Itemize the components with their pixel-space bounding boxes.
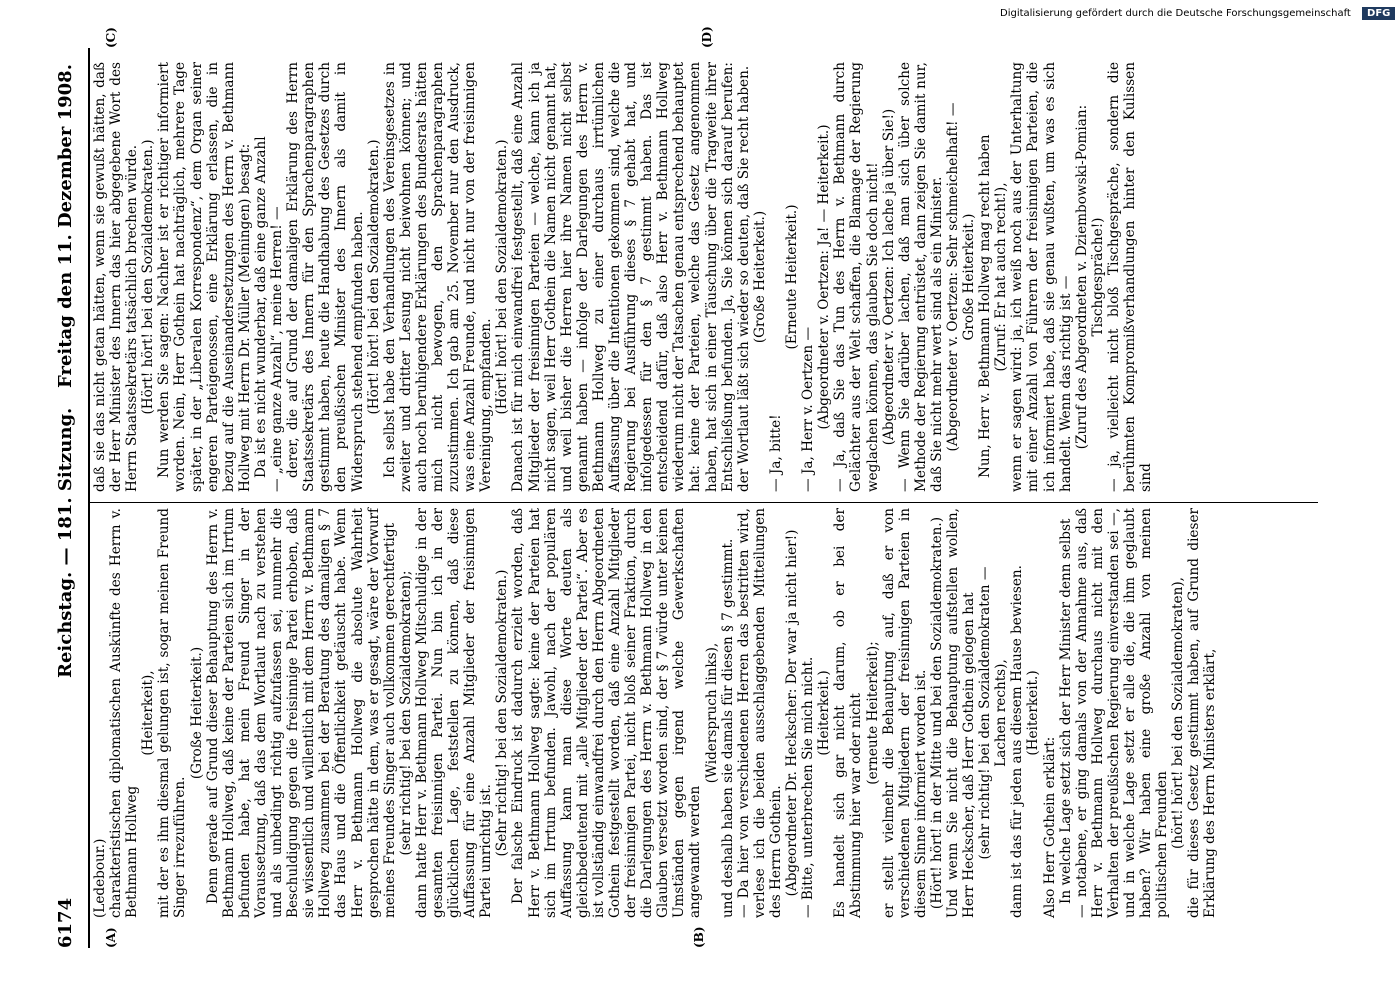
- paragraph: Also Herr Gothein erklärt:: [1041, 736, 1058, 918]
- paragraph: — Ja, daß Sie das Tun des Herrn v. Bethmann durch Gelächter aus der Welt schaffen, die Blamage der Regierung weglachen können, das glauben Sie doch nicht!: [832, 62, 881, 492]
- column-divider: [88, 502, 1318, 503]
- paragraph: daß sie das nicht getan hätten, wenn sie gewußt hätten, daß der Herr Minister des Innern das hier abgegebene Wort des Herrn Staatssekretärs tatsächlich brechen würde.: [92, 62, 141, 492]
- digitization-note: Digitalisierung gefördert durch die Deutsche Forschungsgemeinschaft: [1000, 8, 1351, 19]
- dfg-logo: DFG: [1362, 7, 1395, 20]
- digitization-footer: [1000, 8, 1395, 19]
- paragraph: (Zuruf des Abgeordneten v. Dziembowski-Pomian: Tischgespräche!): [1073, 104, 1106, 450]
- paragraph: Und wenn Sie nicht die Behauptung aufstellen wollen, Herr Heckscher, daß Herr Gothein gelogen hat: [944, 508, 978, 918]
- paragraph: (Hört! hört! bei den Sozialdemokraten.): [365, 139, 382, 415]
- paragraph: (Abgeordneter v. Oertzen: Ich lache ja über Sie!): [880, 108, 897, 446]
- paragraph: (Erneute Heiterkeit.): [784, 204, 801, 350]
- paragraph: (Hört! hört! bei den Sozialdemokraten.): [494, 139, 511, 415]
- margin-marker-d: (D): [700, 26, 714, 48]
- paragraph: (Widerspruch links),: [703, 642, 720, 784]
- paragraph: Lachen rechts),: [993, 659, 1010, 767]
- paragraph: dann ist das für jeden aus diesem Hause bewiesen.: [1009, 565, 1026, 918]
- page-header: [50, 48, 82, 948]
- paragraph: (Heiterkeit.): [1025, 670, 1042, 756]
- paragraph: Große Heiterkeit.): [961, 213, 978, 341]
- paragraph: (sehr richtig! bei den Sozialdemokraten);: [397, 570, 414, 856]
- paragraph: Es handelt sich gar nicht darum, ob er bei der Abstimmung hier war oder nicht: [832, 508, 865, 918]
- paragraph: wenn er sagen wird: ja, ich weiß noch aus der Unterhaltung mit einer Anzahl von Führern der freisinnigen Parteien, die ich informiert habe, daß sie genau wußten, um was es sich handelt. Wenn das richtig ist —: [1009, 62, 1074, 492]
- paragraph: (Heiterkeit),: [140, 670, 157, 756]
- paragraph: In welche Lage setzt sich der Herr Minister denn selbst: [1057, 518, 1074, 904]
- paragraph: — Wenn Sie darüber lachen, daß man sich über solche Methode der Regierung entrüstet, dann zeigen Sie damit nur, daß Sie nicht mehr wert sind als ein Minister.: [896, 62, 945, 492]
- right-column: [92, 62, 1317, 492]
- paragraph: (Zuruf: Er hat auch recht!),: [993, 182, 1010, 372]
- paragraph: — Ja, Herr v. Oertzen —: [800, 326, 817, 492]
- header-title: Reichstag. — 181. Sitzung.: [55, 407, 76, 678]
- paragraph: derer, die auf Grund der damaligen Erklärung des Herrn Staatssekretärs des Innern für den Sprachenparagraphen gestimmt haben, heute die Handhabung des Gesetzes durch den preußischen Minister des Innern als damit in Widerspruch stehend empfunden haben.: [285, 62, 366, 492]
- paragraph: (Abgeordneter v. Oertzen: Sehr schmeichelhaft! —: [944, 102, 961, 452]
- paragraph: — Da hier von verschiedenen Herren das bestritten wird, verlese ich die beiden ausschlaggebenden Mitteilungen des Herrn Gothein.: [735, 508, 784, 918]
- paragraph: (Abgeordneter v. Oertzen: Ja! — Heiterkeit.): [816, 124, 833, 430]
- paragraph: (Hört! hört! bei den Sozialdemokraten.): [140, 139, 157, 415]
- margin-marker-a: (A): [104, 927, 118, 948]
- paragraph: Ich selbst habe den Verhandlungen des Vereinsgesetzes in zweiter und dritter Lesung nicht beiwohnen können; und auch noch beruhigendere Erklärungen des Bundesrats hätten mich nicht bewogen, den Sprachenparagraphen zuzustimmen. Ich gab am 25. November nur den Ausdruck, was eine Anzahl Freunde, und nicht nur von der freisinnigen Vereinigung, empfanden.: [381, 62, 495, 492]
- paragraph: Da ist es nicht wunderbar, daß eine ganze Anzahl: [252, 136, 269, 478]
- paragraph: Danach ist für mich einwandfrei festgestellt, daß eine Anzahl Mitglieder der freisinnigen Parteien — welche, kann ich ja nicht sagen, weil Herr Gothein die Namen nicht genannt hat, und weil bisher die Herren hier ihre Namen nicht selbst genannt haben — infolge der Darlegungen des Herrn v. Bethmann Hollweg zu einer durchaus irrtümlichen Auffassung über die Intentionen gekommen sind, welche die Regierung bei Ausführung dieses § 7 gehabt hat, und infolgedessen für den § 7 gestimmt haben. Das ist entscheidend dafür, daß also Herr v. Bethmann Hollweg wiederum nicht der Tatsachen genau entsprechend behauptet hat: keine der Parteien, welche das Gesetz angenommen haben, hat sich in einer Täuschung über die Tragweite ihrer Entschließung befunden. Ja, Sie können sich darauf berufen: der Wortlaut läßt sich wieder so deuten, daß Sie recht haben.: [510, 62, 752, 492]
- left-column: [92, 508, 1317, 918]
- paragraph: (Ledebour.): [92, 838, 108, 918]
- paragraph: — „eine ganze Anzahl“, meine Herren! —: [269, 206, 286, 492]
- paragraph: (Große Heiterkeit.): [751, 210, 768, 344]
- paragraph: — Bitte, unterbrechen Sie mich nicht.: [800, 656, 817, 918]
- margin-marker-b: (B): [692, 926, 706, 948]
- paragraph: (erneute Heiterkeit);: [864, 641, 881, 785]
- paragraph: dann hatte Herr v. Bethmann Hollweg Mitschuldige in der gesamten freisinnigen Partei. Nun bin ich in der glücklichen Lage, feststellen zu können, daß diese Auffassung für eine Anzahl Mitglieder der freisinnigen Partei unrichtig ist.: [413, 508, 495, 918]
- margin-marker-c: (C): [104, 27, 118, 48]
- paragraph: Nun werden Sie sagen: Nachher ist er richtiger informiert worden. Nein, Herr Gothein hat nachträglich, mehrere Tage später, in der „Liberalen Korrespondenz“, dem Organ seiner engeren Parteigenossen, eine Erklärung erlassen, die in bezug auf die Auseinandersetzungen des Herrn v. Bethmann Hollweg mit Herrn Dr. Müller (Meiningen) besagt:: [156, 62, 253, 492]
- paragraph: (hört! hört! bei den Sozialdemokraten),: [1170, 577, 1187, 849]
- paragraph: Der falsche Eindruck ist dadurch erzielt worden, daß Herr v. Bethmann Hollweg sagte: keine der Parteien hat sich im Irrtum befunden. Jawohl, nach der populären Auffassung kann man diese Worte deuten als gleichbedeutend mit „alle Mitglieder der Partei“. Aber es ist vollständig einwandfrei durch den Herrn Abgeordneten Gothein festgestellt worden, daß eine Anzahl Mitglieder der freisinnigen Partei, nicht bloß seiner Fraktion, durch die Darlegungen des Herrn v. Bethmann Hollweg in den Glauben versetzt worden sind, der § 7 würde unter keinen Umständen gegen irgend welche Gewerkschaften angewandt werden: [510, 508, 704, 918]
- header-date: Freitag den 11. Dezember 1908.: [55, 64, 76, 388]
- paragraph: (Hört! hört! in der Mitte und bei den Sozialdemokraten.): [928, 516, 945, 910]
- paragraph: (Große Heiterkeit.): [188, 646, 205, 780]
- paragraph: Nun, Herr v. Bethmann Hollweg mag recht haben: [977, 134, 994, 478]
- paragraph: — Ja, bitte!: [767, 414, 784, 492]
- header-rule: [88, 48, 90, 948]
- paragraph: und deshalb haben sie damals für diesen § 7 gestimmt.: [719, 538, 736, 918]
- paragraph: Denn gerade auf Grund dieser Behauptung des Herrn v. Bethmann Hollweg, daß keine der Parteien sich im Irrtum befunden habe, hat mein Freund Singer in der Voraussetzung, daß das dem Wortlaut nach zu verstehen und als unbedingt richtig aufzufassen sei, nunmehr die Beschuldigung gegen die freisinnige Partei erhoben, daß sie wissentlich und willentlich mit dem Herrn v. Bethmann Hollweg zusammen bei der Beratung des damaligen § 7 das Haus und die Öffentlichkeit getäuscht habe. Wenn Herr v. Bethmann Hollweg die absolute Wahrheit gesprochen hätte in dem, was er gesagt, wäre der Vorwurf meines Freundes Singer auch vollkommen gerechtfertigt: [204, 508, 398, 918]
- paragraph: — ja, vielleicht nicht bloß Tischgespräche, sondern die berühmten Kompromißverhandlungen hinter den Kulissen sind: [1105, 62, 1155, 492]
- paragraph: er stellt vielmehr die Behauptung auf, daß er von verschiedenen Mitgliedern der freisinnigen Parteien in diesem Sinne informiert worden ist.: [880, 508, 929, 918]
- paragraph: die für dieses Gesetz gestimmt haben, auf Grund dieser Erklärung des Herrn Ministers erklärt,: [1186, 508, 1219, 918]
- paragraph: charakteristischen diplomatischen Auskünfte des Herrn v. Bethmann Hollweg: [108, 508, 141, 918]
- paragraph: mit der es ihm diesmal gelungen ist, sogar meinen Freund Singer irrezuführen.: [156, 508, 189, 918]
- paragraph: (Abgeordneter Dr. Heckscher: Der war ja nicht hier!): [784, 529, 801, 897]
- paragraph: (Heiterkeit.): [816, 670, 833, 756]
- page-number: 6174: [55, 897, 76, 948]
- paragraph: (sehr richtig! bei den Sozialdemokraten —: [977, 566, 994, 860]
- paragraph: — notabene, er ging damals von der Annahme aus, daß Herr v. Bethmann Hollweg durchaus nicht mit den Verhalten der preußischen Regierung einverstanden sei —, und in welche Lage setzt er alle die, die ihm geglaubt haben? Wir haben eine große Anzahl von meinen politischen Freunden: [1073, 508, 1171, 918]
- paragraph: (Sehr richtig! bei den Sozialdemokraten.): [494, 569, 511, 857]
